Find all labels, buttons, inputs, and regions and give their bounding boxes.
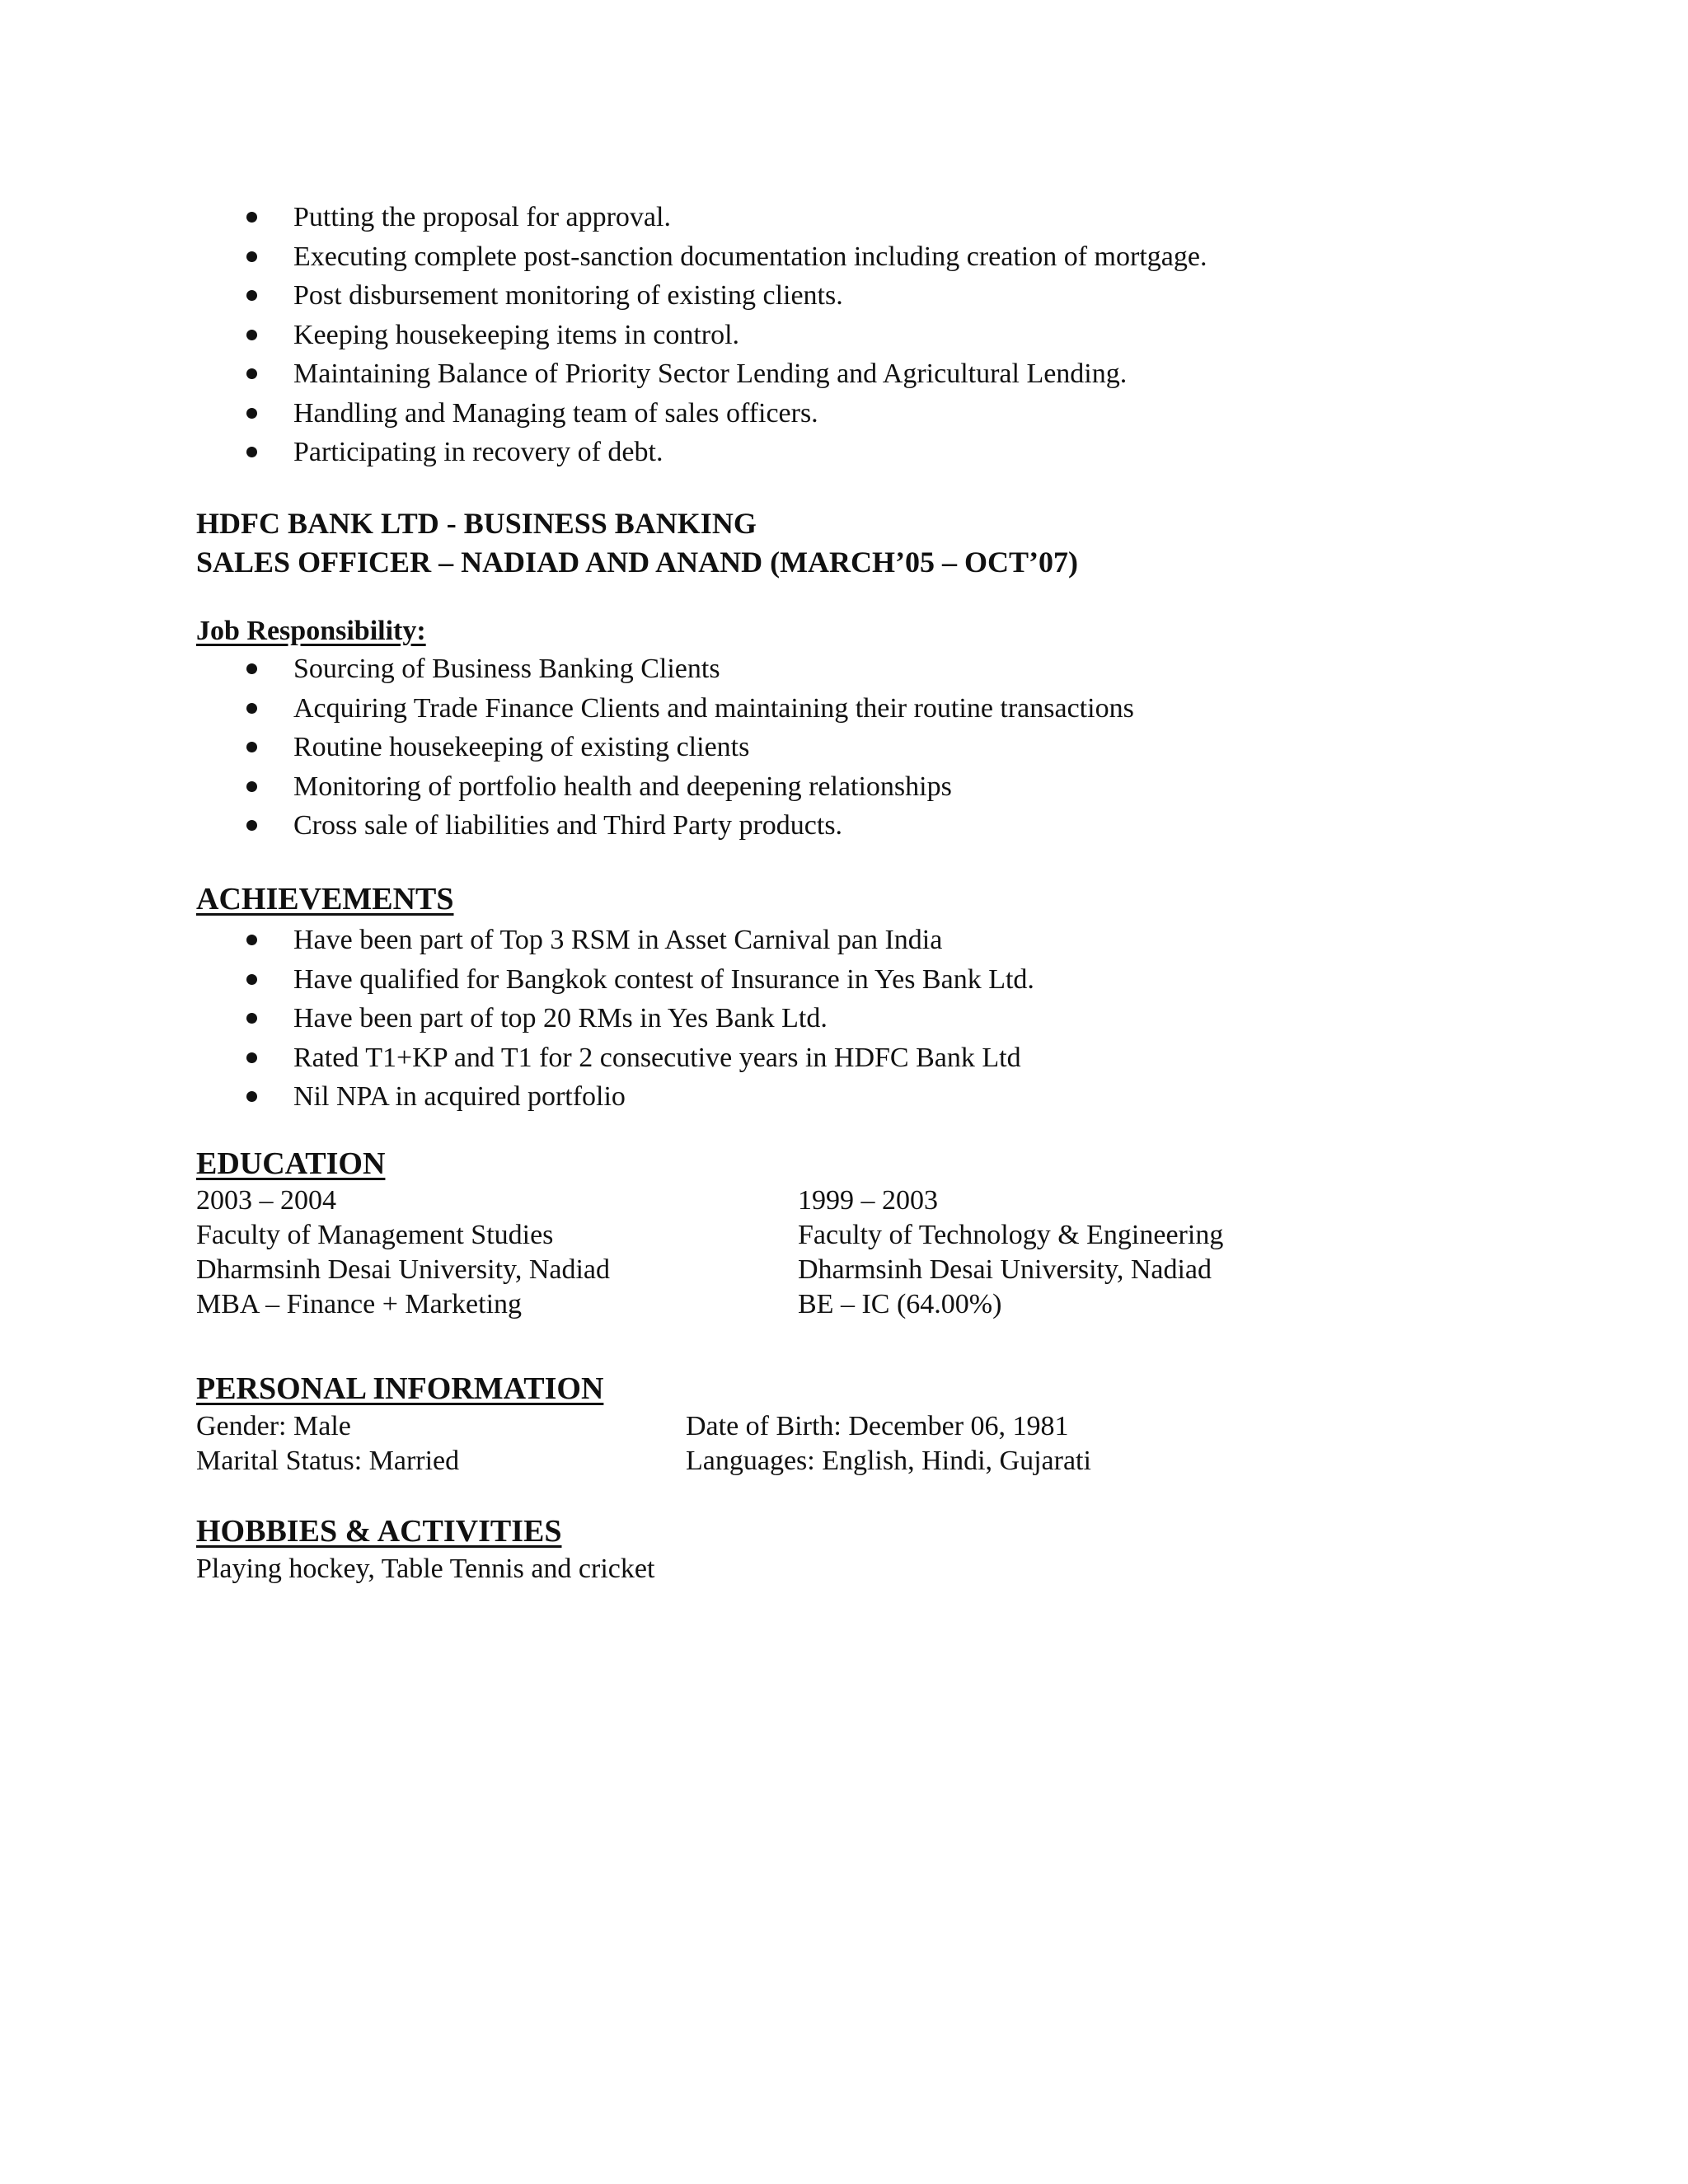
bullet-icon (246, 408, 257, 419)
bullet-icon (246, 1091, 257, 1102)
personal-info-heading: PERSONAL INFORMATION (196, 1371, 604, 1406)
list-item: Sourcing of Business Banking Clients (0, 649, 1134, 689)
bullet-icon (246, 1052, 257, 1063)
hobbies-heading: HOBBIES & ACTIVITIES (196, 1514, 562, 1549)
education-left-degree: MBA – Finance + Marketing (196, 1289, 523, 1319)
bullet-icon (246, 742, 257, 752)
bullet-icon (246, 1013, 257, 1024)
education-left-faculty: Faculty of Management Studies (196, 1220, 554, 1250)
bullet-icon (246, 290, 257, 301)
job-responsibility-list (0, 649, 1134, 846)
education-right-faculty: Faculty of Technology & Engineering (798, 1220, 1224, 1250)
personal-languages: Languages: English, Hindi, Gujarati (686, 1446, 1091, 1476)
bullet-icon (246, 703, 257, 714)
list-item: Monitoring of portfolio health and deepening relationships (0, 767, 1134, 807)
list-item: Nil NPA in acquired portfolio (0, 1077, 1034, 1117)
bullet-icon (246, 212, 257, 223)
list-item: Executing complete post-sanction documentation including creation of mortgage. (0, 237, 1207, 277)
list-item: Rated T1+KP and T1 for 2 consecutive years in HDFC Bank Ltd (0, 1038, 1034, 1078)
hobbies-text: Playing hockey, Table Tennis and cricket (196, 1554, 655, 1584)
achievements-list (0, 921, 1034, 1117)
job-company: HDFC BANK LTD - BUSINESS BANKING (196, 507, 757, 540)
list-item: Routine housekeeping of existing clients (0, 728, 1134, 767)
education-left-university: Dharmsinh Desai University, Nadiad (196, 1254, 611, 1285)
list-item: Handling and Managing team of sales officers. (0, 394, 1207, 434)
list-item: Have been part of top 20 RMs in Yes Bank Ltd. (0, 999, 1034, 1038)
list-item: Have been part of Top 3 RSM in Asset Carnival pan India (0, 921, 1034, 960)
education-right-degree: BE – IC (64.00%) (798, 1289, 1002, 1319)
list-item: Maintaining Balance of Priority Sector Lending and Agricultural Lending. (0, 354, 1207, 394)
education-heading: EDUCATION (196, 1146, 386, 1181)
education-right-years: 1999 – 2003 (798, 1185, 938, 1216)
list-item: Cross sale of liabilities and Third Party products. (0, 806, 1134, 846)
personal-marital-status: Marital Status: Married (196, 1446, 460, 1476)
list-item: Putting the proposal for approval. (0, 198, 1207, 237)
education-left-years: 2003 – 2004 (196, 1185, 336, 1216)
job-responsibility-label: Job Responsibility: (196, 616, 426, 646)
bullet-icon (246, 368, 257, 379)
education-right-university: Dharmsinh Desai University, Nadiad (798, 1254, 1212, 1285)
list-item: Have qualified for Bangkok contest of Insurance in Yes Bank Ltd. (0, 960, 1034, 1000)
list-item: Post disbursement monitoring of existing clients. (0, 276, 1207, 316)
bullet-icon (246, 781, 257, 792)
job-title: SALES OFFICER – NADIAD AND ANAND (MARCH’05 – OCT’07) (196, 546, 1079, 579)
responsibilities-continued-list (0, 198, 1207, 472)
list-item: Participating in recovery of debt. (0, 433, 1207, 472)
bullet-icon (246, 935, 257, 945)
bullet-icon (246, 974, 257, 985)
personal-gender: Gender: Male (196, 1411, 351, 1441)
bullet-icon (246, 447, 257, 457)
bullet-icon (246, 251, 257, 262)
achievements-heading: ACHIEVEMENTS (196, 882, 454, 916)
bullet-icon (246, 663, 257, 674)
bullet-icon (246, 330, 257, 340)
personal-date-of-birth: Date of Birth: December 06, 1981 (686, 1411, 1069, 1441)
list-item: Acquiring Trade Finance Clients and maintaining their routine transactions (0, 689, 1134, 729)
bullet-icon (246, 820, 257, 831)
list-item: Keeping housekeeping items in control. (0, 316, 1207, 355)
